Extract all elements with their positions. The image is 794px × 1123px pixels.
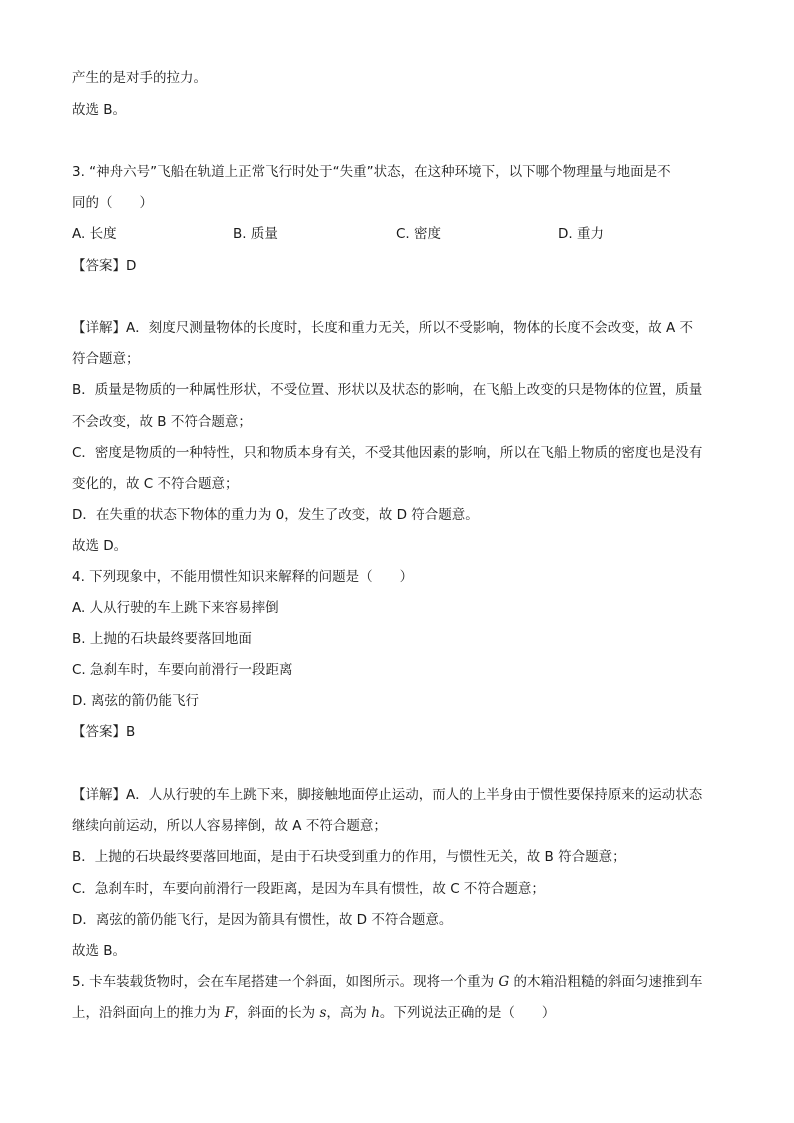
option-c: C. 急刹车时，车要向前滑行一段距离 <box>72 662 293 678</box>
text-segment: 。下列说法正确的是（ ） <box>379 1005 556 1021</box>
explanation-line: 【详解】A．人从行驶的车上跳下来，脚接触地面停止运动，而人的上半身由于惯性要保持原来的运动状态 <box>72 787 703 803</box>
explanation-line: D．在失重的状态下物体的重力为 0，发生了改变，故 D 符合题意。 <box>72 507 479 523</box>
variable-s: s <box>319 1005 327 1021</box>
option-b: B. 质量 <box>233 226 278 242</box>
text-segment: 5. 卡车装载货物时，会在车尾搭建一个斜面，如图所示。现将一个重为 <box>72 974 499 990</box>
explanation-line: 符合题意； <box>72 351 140 367</box>
option-a: A. 长度 <box>72 226 117 242</box>
option-d: D. 离弦的箭仍能飞行 <box>72 693 199 709</box>
variable-g: G <box>498 974 510 990</box>
explanation-line: D．离弦的箭仍能飞行，是因为箭具有惯性，故 D 不符合题意。 <box>72 912 453 928</box>
option-b: B. 上抛的石块最终要落回地面 <box>72 631 252 647</box>
text-segment: 上，沿斜面向上的推力为 <box>72 1005 225 1021</box>
question-5-stem <box>72 1003 555 1023</box>
question-5-stem <box>72 972 703 992</box>
option-d: D. 重力 <box>558 226 604 242</box>
explanation-line: B．上抛的石块最终要落回地面，是由于石块受到重力的作用，与惯性无关，故 B 符合题意； <box>72 849 626 865</box>
question-4-stem: 4. 下列现象中，不能用惯性知识来解释的问题是（ ） <box>72 569 414 585</box>
text-segment: 的木箱沿粗糙的斜面匀速推到车 <box>509 974 703 990</box>
explanation-line: C．急刹车时，车要向前滑行一段距离，是因为车具有惯性，故 C 不符合题意； <box>72 881 545 897</box>
explanation-line: 不会改变，故 B 不符合题意； <box>72 414 252 430</box>
explanation-line: 变化的，故 C 不符合题意； <box>72 476 239 492</box>
variable-f: F <box>224 1005 235 1021</box>
text-segment: ，高为 <box>326 1005 372 1021</box>
text-segment: ，斜面的长为 <box>234 1005 320 1021</box>
explanation-line: 故选 D。 <box>72 538 128 554</box>
variable-h: h <box>371 1005 380 1021</box>
text-line: 故选 B。 <box>72 102 127 118</box>
text-line: 产生的是对手的拉力。 <box>72 70 207 86</box>
explanation-line: 【详解】A．刻度尺测量物体的长度时，长度和重力无关，所以不受影响，物体的长度不会改变，故 A 不 <box>72 320 694 336</box>
explanation-line: C．密度是物质的一种特性，只和物质本身有关，不受其他因素的影响，所以在飞船上物质的密度也是没有 <box>72 445 703 461</box>
answer-label: 【答案】B <box>72 724 136 740</box>
option-c: C. 密度 <box>396 226 442 242</box>
explanation-line: 故选 B。 <box>72 943 127 959</box>
question-3-stem: 3. “神舟六号”飞船在轨道上正常飞行时处于“失重”状态，在这种环境下，以下哪个物理量与地面是不 <box>72 164 671 180</box>
option-a: A. 人从行驶的车上跳下来容易摔倒 <box>72 600 279 616</box>
explanation-line: B．质量是物质的一种属性形状，不受位置、形状以及状态的影响，在飞船上改变的只是物体的位置，质量 <box>72 382 703 398</box>
question-3-stem: 同的（ ） <box>72 195 153 211</box>
explanation-line: 继续向前运动，所以人容易摔倒，故 A 不符合题意； <box>72 818 387 834</box>
answer-label: 【答案】D <box>72 258 137 274</box>
